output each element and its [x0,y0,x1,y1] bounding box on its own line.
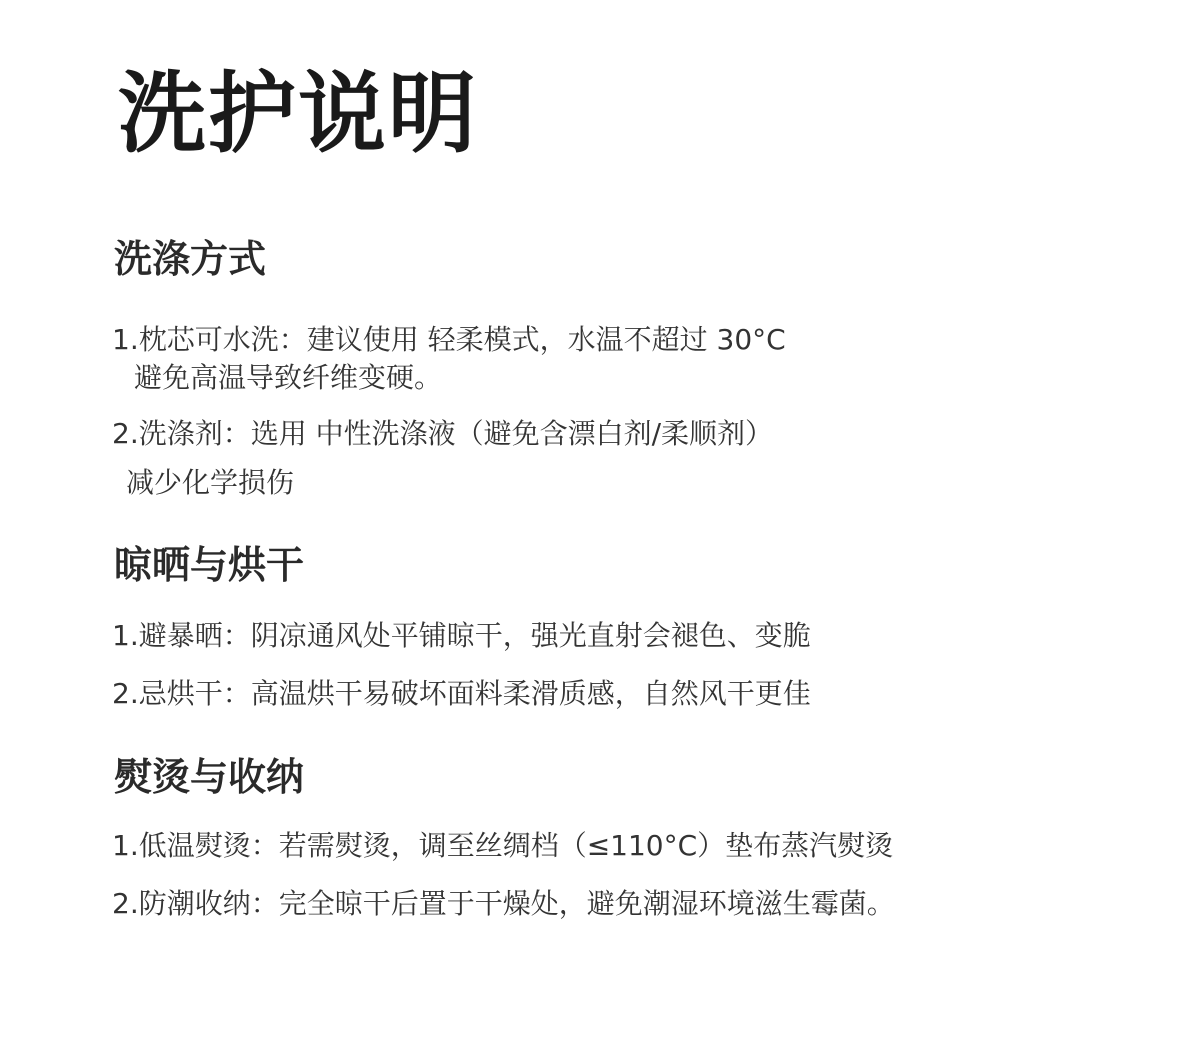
washing-item-1-line-2: 避免高温导致纤维变硬。 [134,361,443,394]
washing-item-2-line-1: 2.洗涤剂：选用 中性洗涤液（避免含漂白剂/柔顺剂） [112,417,774,450]
drying-item-1: 1.避暴晒：阴凉通风处平铺晾干，强光直射会褪色、变脆 [112,619,811,652]
drying-item-2: 2.忌烘干：高温烘干易破坏面料柔滑质感，自然风干更佳 [112,677,811,710]
section-heading-drying: 晾晒与烘干 [114,543,305,587]
washing-item-2-line-2: 减少化学损伤 [126,466,295,499]
storage-item-2: 2.防潮收纳：完全晾干后置于干燥处，避免潮湿环境滋生霉菌。 [112,887,895,920]
section-heading-washing: 洗涤方式 [114,237,267,281]
ironing-item-1: 1.低温熨烫：若需熨烫，调至丝绸档（≤110°C）垫布蒸汽熨烫 [112,829,894,862]
page-title: 洗护说明 [118,62,479,165]
washing-item-1-line-1: 1.枕芯可水洗：建议使用 轻柔模式，水温不超过 30°C [112,323,786,356]
section-heading-ironing-storage: 熨烫与收纳 [114,755,305,799]
